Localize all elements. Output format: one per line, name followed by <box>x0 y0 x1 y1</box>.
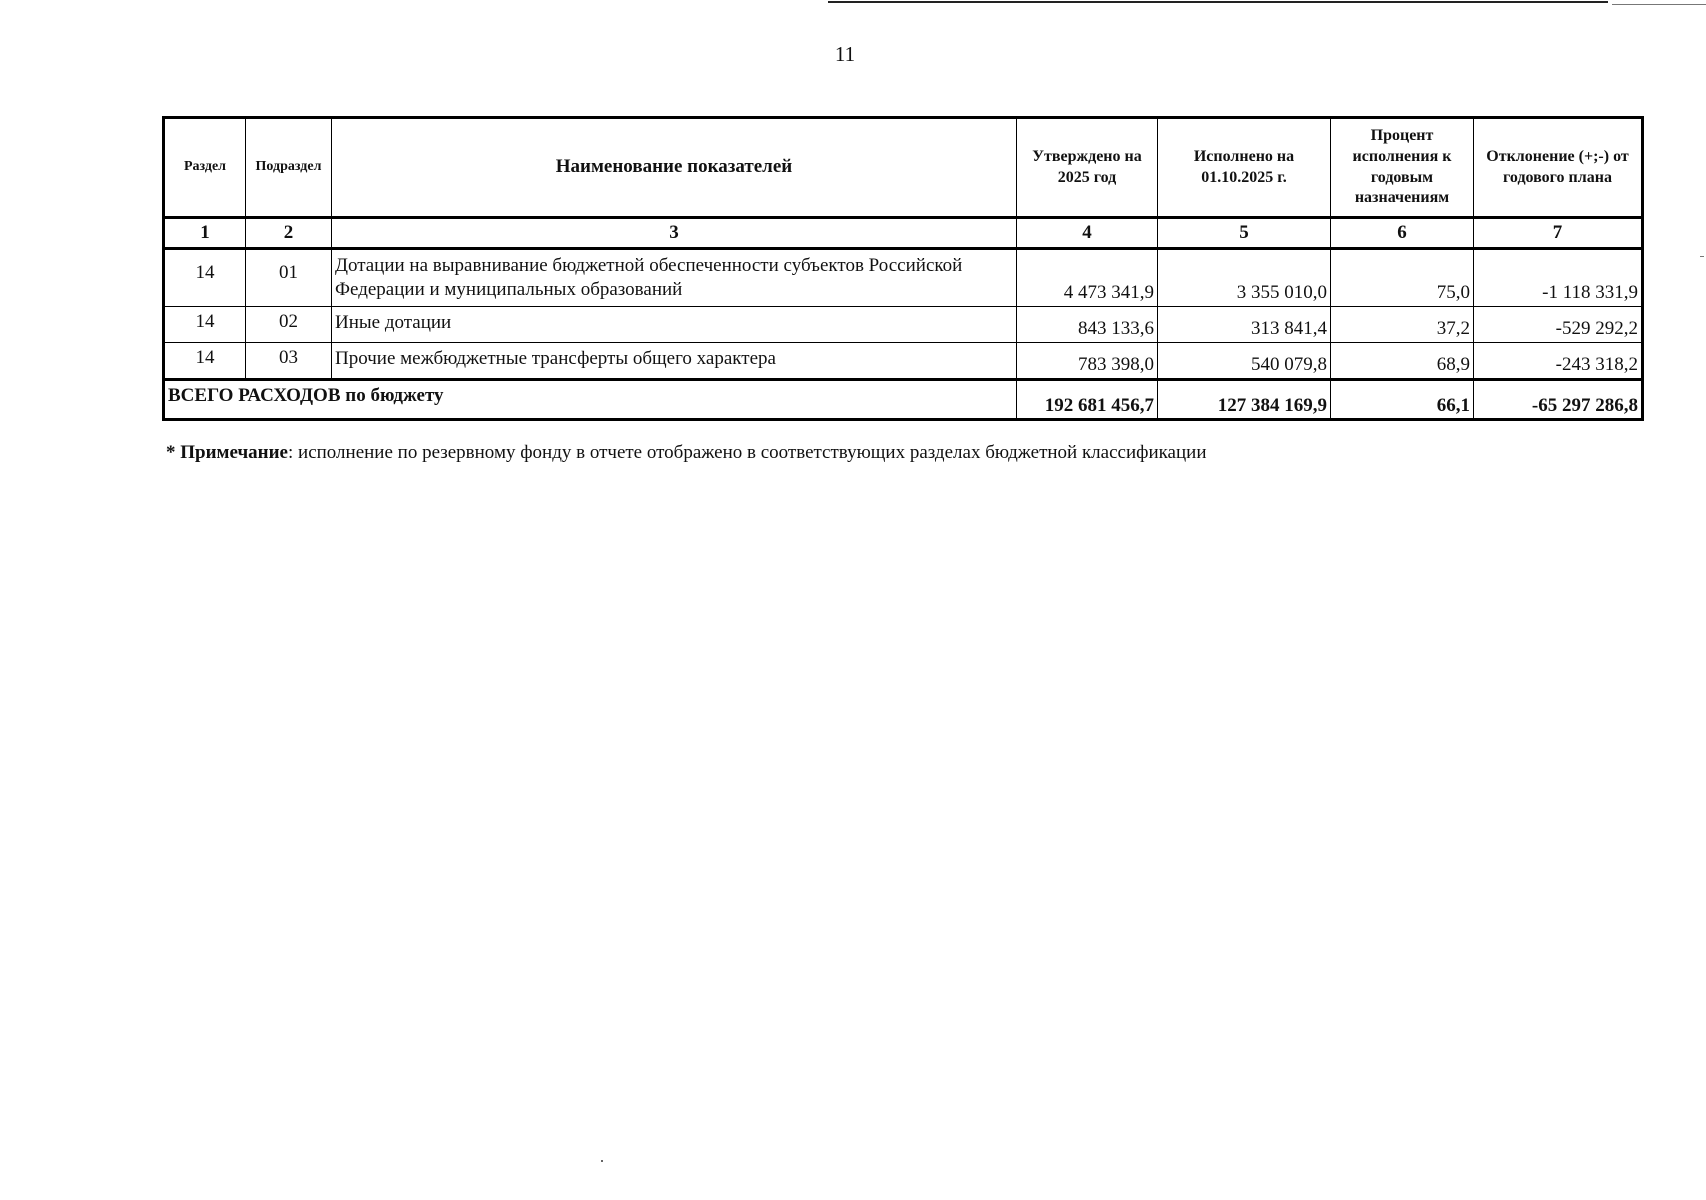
row-executed: 540 079,8 <box>1158 343 1331 380</box>
footnote-asterisk: * <box>166 442 181 463</box>
row-percent: 75,0 <box>1331 249 1474 307</box>
scan-artifact-dot <box>601 1160 603 1162</box>
row-executed: 313 841,4 <box>1158 307 1331 343</box>
row-executed: 3 355 010,0 <box>1158 249 1331 307</box>
row-approved: 4 473 341,9 <box>1017 249 1158 307</box>
row-indicator-name: Иные дотации <box>332 307 1017 343</box>
row-approved: 843 133,6 <box>1017 307 1158 343</box>
footnote-label: Примечание <box>180 442 288 463</box>
table-row <box>164 249 1643 307</box>
header-section: Раздел <box>164 118 246 218</box>
footnote <box>166 442 1207 464</box>
column-number: 4 <box>1017 218 1158 249</box>
header-row <box>164 118 1643 218</box>
column-number: 2 <box>246 218 332 249</box>
total-executed: 127 384 169,9 <box>1158 380 1331 420</box>
row-percent: 68,9 <box>1331 343 1474 380</box>
scan-artifact-mark <box>1700 256 1704 257</box>
column-number: 5 <box>1158 218 1331 249</box>
top-border-line-fragment <box>1612 4 1706 5</box>
column-number: 1 <box>164 218 246 249</box>
header-approved: Утверждено на 2025 год <box>1017 118 1158 218</box>
row-deviation: -529 292,2 <box>1474 307 1643 343</box>
row-approved: 783 398,0 <box>1017 343 1158 380</box>
header-deviation: Отклонение (+;-) от годового плана <box>1474 118 1643 218</box>
total-deviation: -65 297 286,8 <box>1474 380 1643 420</box>
row-percent: 37,2 <box>1331 307 1474 343</box>
row-subsection: 02 <box>246 307 332 343</box>
row-section: 14 <box>164 343 246 380</box>
column-number: 3 <box>332 218 1017 249</box>
column-number: 7 <box>1474 218 1643 249</box>
budget-expenditure-table <box>162 116 1644 421</box>
header-subsection: Подраздел <box>246 118 332 218</box>
total-percent: 66,1 <box>1331 380 1474 420</box>
row-deviation: -243 318,2 <box>1474 343 1643 380</box>
row-subsection: 01 <box>246 249 332 307</box>
header-executed: Исполнено на 01.10.2025 г. <box>1158 118 1331 218</box>
top-border-line <box>828 1 1608 3</box>
row-section: 14 <box>164 249 246 307</box>
header-indicator-name: Наименование показателей <box>332 118 1017 218</box>
total-row <box>164 380 1643 420</box>
row-indicator-name: Дотации на выравнивание бюджетной обеспеченности субъектов Российской Федерации и муниципальных образований <box>332 249 1017 307</box>
total-approved: 192 681 456,7 <box>1017 380 1158 420</box>
page-number: 11 <box>834 42 856 66</box>
row-indicator-name: Прочие межбюджетные трансферты общего характера <box>332 343 1017 380</box>
row-section: 14 <box>164 307 246 343</box>
total-label: ВСЕГО РАСХОДОВ по бюджету <box>164 380 1017 420</box>
footnote-text: : исполнение по резервному фонду в отчете отображено в соответствующих разделах бюджетной классификации <box>288 442 1207 463</box>
table-row <box>164 343 1643 380</box>
column-number: 6 <box>1331 218 1474 249</box>
row-deviation: -1 118 331,9 <box>1474 249 1643 307</box>
header-execution-percent: Процент исполнения к годовым назначениям <box>1331 118 1474 218</box>
row-subsection: 03 <box>246 343 332 380</box>
column-number-row <box>164 218 1643 249</box>
table-row <box>164 307 1643 343</box>
